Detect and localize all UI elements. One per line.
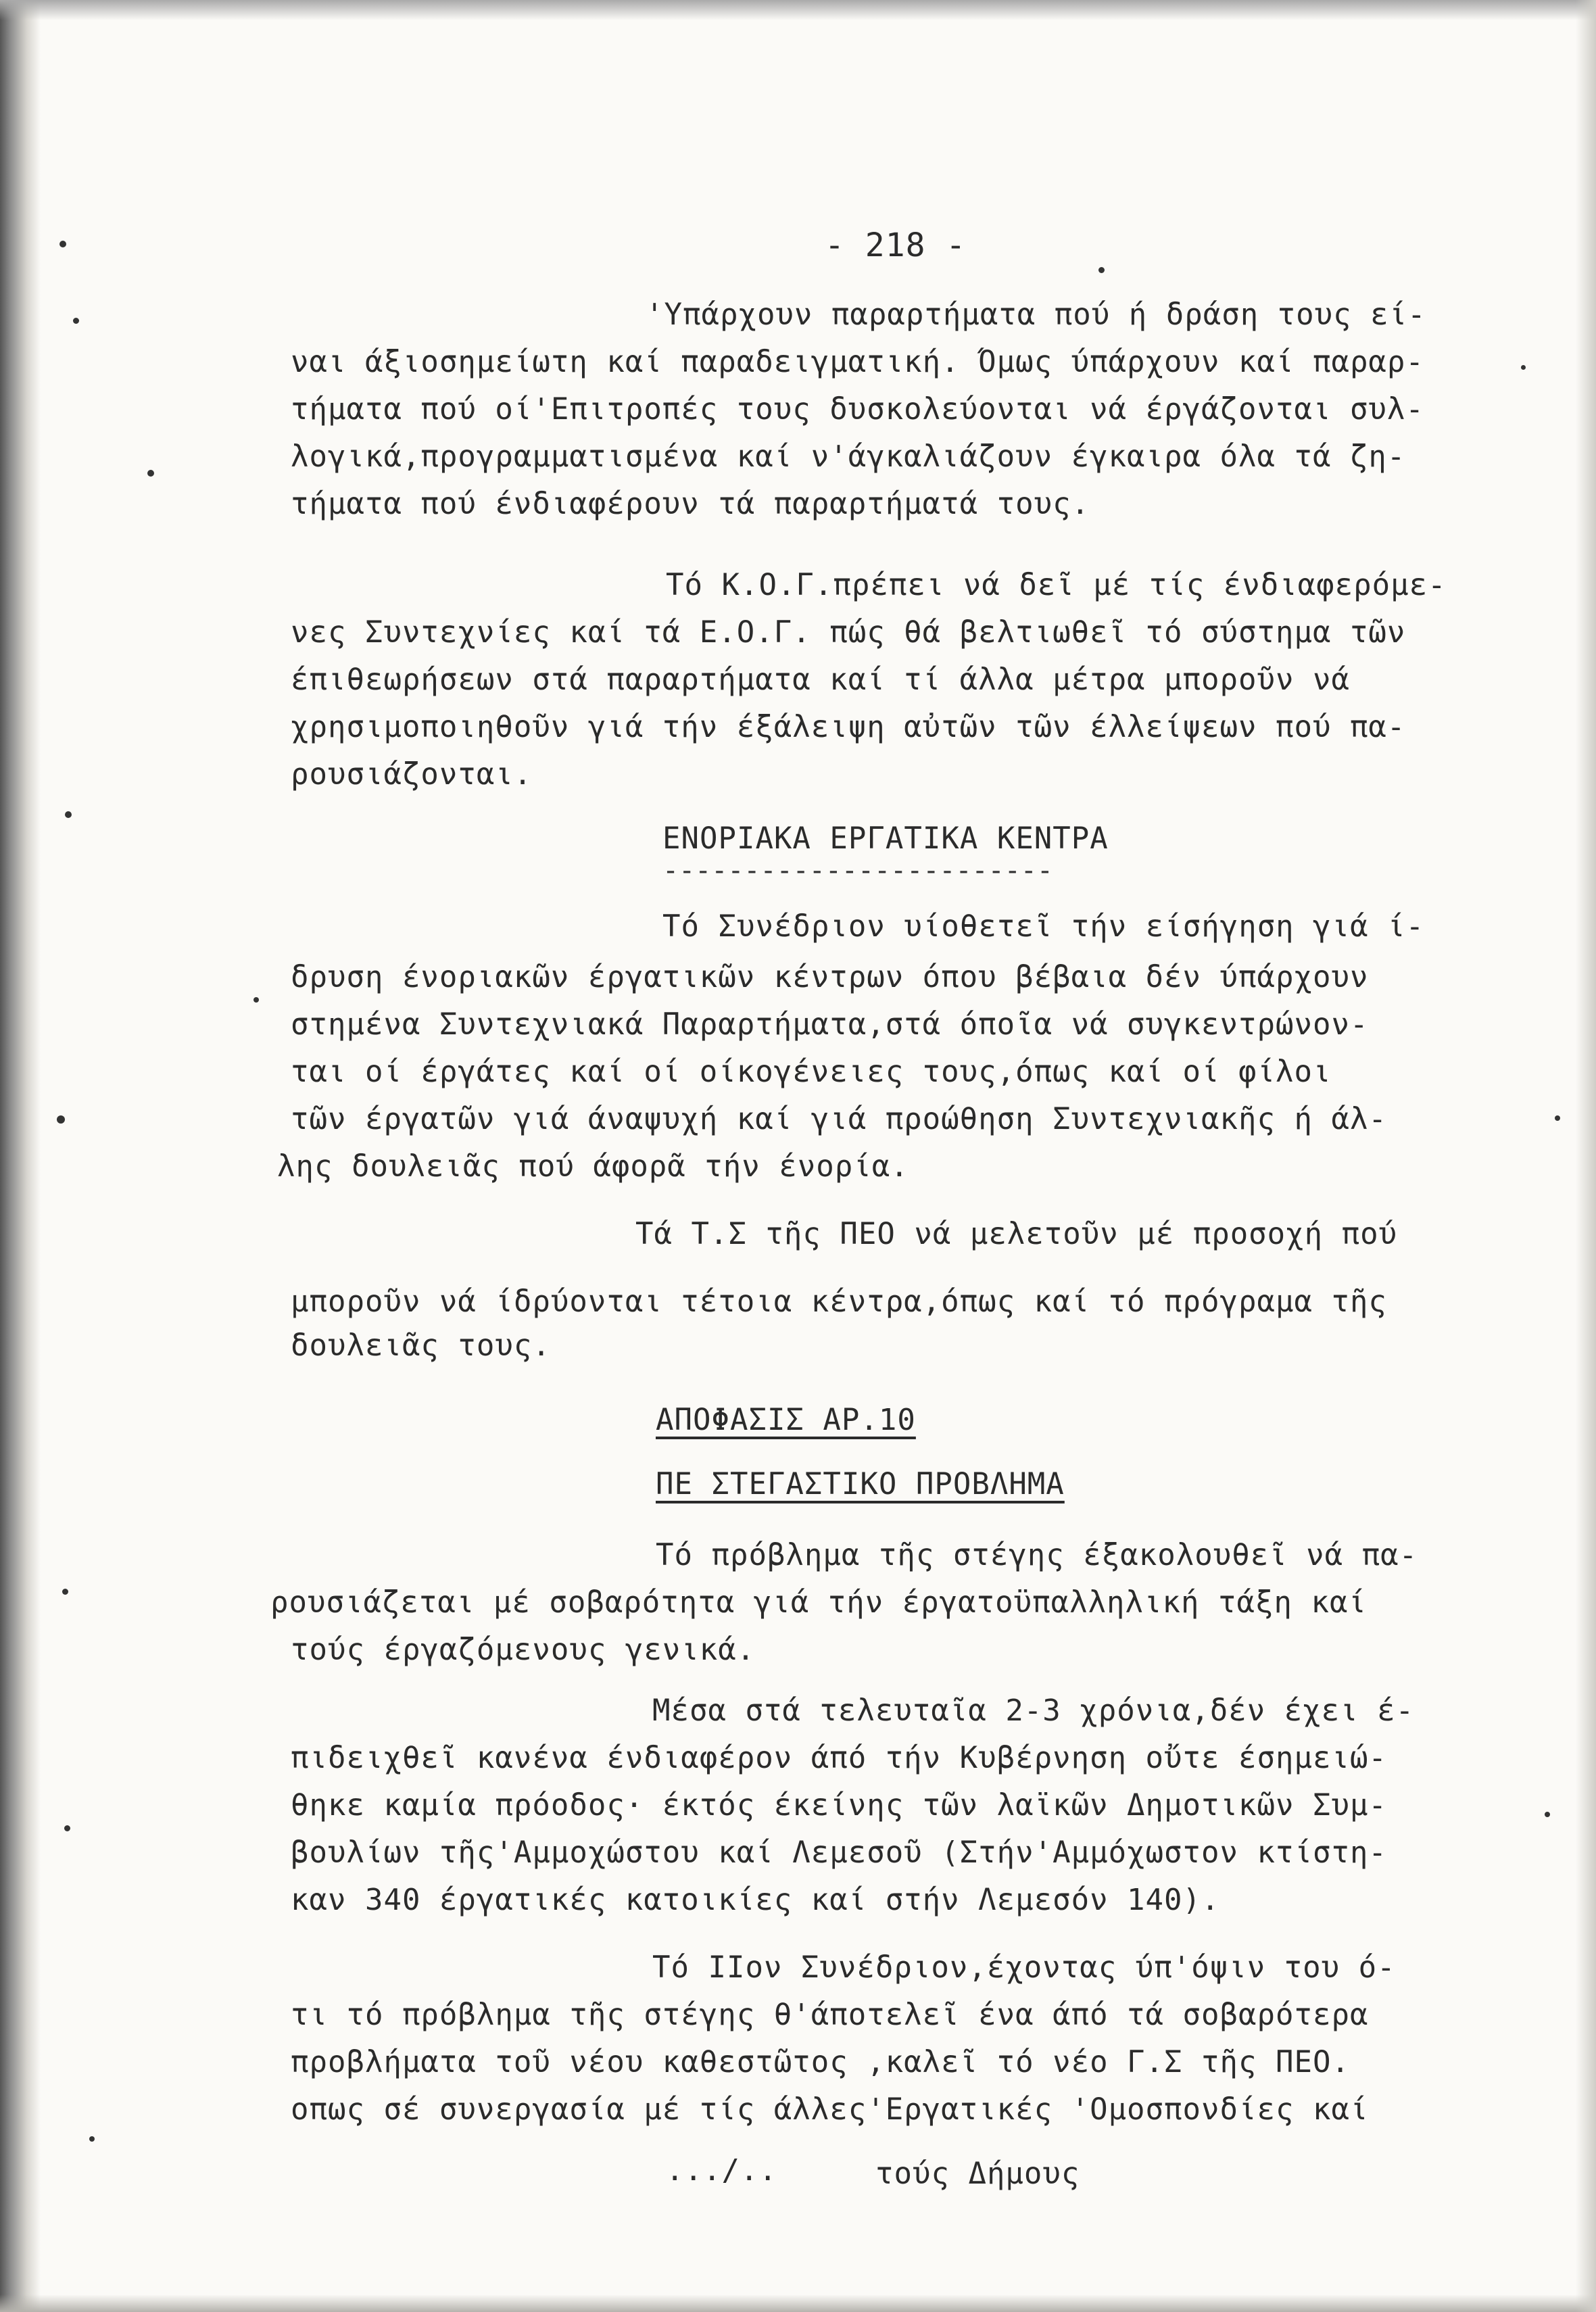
decision-subheading: ΠΕ ΣΤΕΓΑΣΤΙΚΟ ΠΡΟΒΛΗΜΑ [656,1467,1065,1501]
text-line: βουλίων τῆς'Αμμοχώστου καί Λεμεσοῦ (Στήν'Αμμόχωστον κτίστη- [291,1835,1387,1870]
text-line: έπιθεωρήσεων στά παραρτήματα καί τί άλλα μέτρα μποροῦν νά [291,663,1350,697]
scan-speck [253,997,259,1003]
scan-speck [64,1825,70,1831]
scan-speck [65,811,72,818]
text-line: στημένα Συντεχνιακά Παραρτήματα,στά όποῖα νά συγκεντρώνον- [291,1007,1369,1042]
text-line: θηκε καμία πρόοδος· έκτός έκείνης τῶν λαϊκῶν Δημοτικῶν Συμ- [291,1788,1387,1823]
scan-speck [62,1589,68,1595]
scan-left-edge-shadow [0,0,41,2312]
text-line: Τό Κ.Ο.Γ.πρέπει νά δεῖ μέ τίς ένδιαφερόμε- [666,568,1447,602]
text-line: Τό ΙΙον Συνέδριον,έχοντας ύπ'όψιν του ό- [652,1950,1396,1985]
scan-speck [1545,1812,1550,1817]
text-line: οπως σέ συνεργασία μέ τίς άλλες'Εργατικές 'Ομοσπονδίες καί [291,2092,1369,2127]
text-line: τήματα πού ένδιαφέρουν τά παραρτήματά τους. [291,487,1090,521]
text-line: μποροῦν νά ίδρύονται τέτοια κέντρα,όπως καί τό πρόγραμα τῆς [291,1284,1387,1319]
text-line: τούς έργαζόμενους γενικά. [291,1633,756,1667]
text-line: Τό πρόβλημα τῆς στέγης έξακολουθεῖ νά πα- [656,1538,1418,1572]
text-line: πιδειχθεῖ κανένα ένδιαφέρον άπό τήν Κυβέρνηση οὔτε έσημειώ- [291,1741,1387,1775]
scan-speck [1521,365,1526,370]
text-line: ρουσιάζεται μέ σοβαρότητα γιά τήν έργατοϋπαλληλική τάξη καί [270,1585,1367,1620]
catchword: τούς Δήμους [875,2157,1080,2191]
text-line: δρυση ένοριακῶν έργατικῶν κέντρων όπου βέβαια δέν ύπάρχουν [291,960,1369,994]
scan-speck [89,2136,95,2142]
text-line: προβλήματα τοῦ νέου καθεστῶτος ,καλεῖ τό νέο Γ.Σ τῆς ΠΕΟ. [291,2045,1350,2079]
text-line: τι τό πρόβλημα τῆς στέγης θ'άποτελεῖ ένα άπό τά σοβαρότερα [291,1998,1369,2032]
decision-heading: ΑΠΟΦΑΣΙΣ ΑΡ.10 [656,1403,916,1437]
scan-speck [147,470,154,477]
text-line: Τό Συνέδριον υίοθετεῖ τήν είσήγηση γιά ί- [662,909,1425,944]
text-line: 'Υπάρχουν παραρτήματα πού ή δράση τους εί- [646,297,1426,332]
page-number: - 218 - [825,226,967,264]
text-line: δουλειᾶς τους. [291,1328,551,1363]
text-line: λης δουλειᾶς πού άφορᾶ τήν ένορία. [277,1149,909,1184]
scan-speck [1098,267,1105,273]
scan-speck [73,318,79,324]
text-line: ναι άξιοσημείωτη καί παραδειγματική. Όμως ύπάρχουν καί παραρ- [291,345,1424,379]
scan-bottom-edge-shadow [0,2294,1596,2312]
heading-dashed-rule: ------------------------ [662,855,1053,886]
text-line: καν 340 έργατικές κατοικίες καί στήν Λεμεσόν 140). [291,1883,1220,1917]
scan-speck [1555,1115,1560,1121]
text-line: τῶν έργατῶν γιά άναψυχή καί γιά προώθηση Συντεχνιακῆς ή άλ- [291,1102,1387,1136]
text-line: χρησιμοποιηθοῦν γιά τήν έξάλειψη αὐτῶν τῶν έλλείψεων πού πα- [291,710,1406,744]
text-line: τήματα πού οί'Επιτροπές τους δυσκολεύονται νά έργάζονται συλ- [291,392,1424,427]
text-line: Μέσα στά τελευταῖα 2-3 χρόνια,δέν έχει έ- [652,1693,1415,1728]
text-line: ται οί έργάτες καί οί οίκογένειες τους,όπως καί οί φίλοι [291,1055,1332,1089]
section-heading: ΕΝΟΡΙΑΚΑ ΕΡΓΑΤΙΚΑ ΚΕΝΤΡΑ [662,821,1109,856]
text-line: νες Συντεχνίες καί τά Ε.Ο.Γ. πώς θά βελτιωθεῖ τό σύστημα τῶν [291,615,1406,650]
scan-speck [59,241,66,247]
text-line: ρουσιάζονται. [291,757,533,792]
text-line: λογικά,προγραμματισμένα καί ν'άγκαλιάζουν έγκαιρα όλα τά ζη- [291,439,1406,474]
scan-top-edge-shadow [0,0,1596,20]
continuation-mark: .../.. [666,2153,777,2188]
text-line: Τά Τ.Σ τῆς ΠΕΟ νά μελετοῦν μέ προσοχή πού [635,1217,1398,1251]
scan-right-edge-shadow [1576,0,1596,2312]
scan-speck [57,1115,65,1124]
